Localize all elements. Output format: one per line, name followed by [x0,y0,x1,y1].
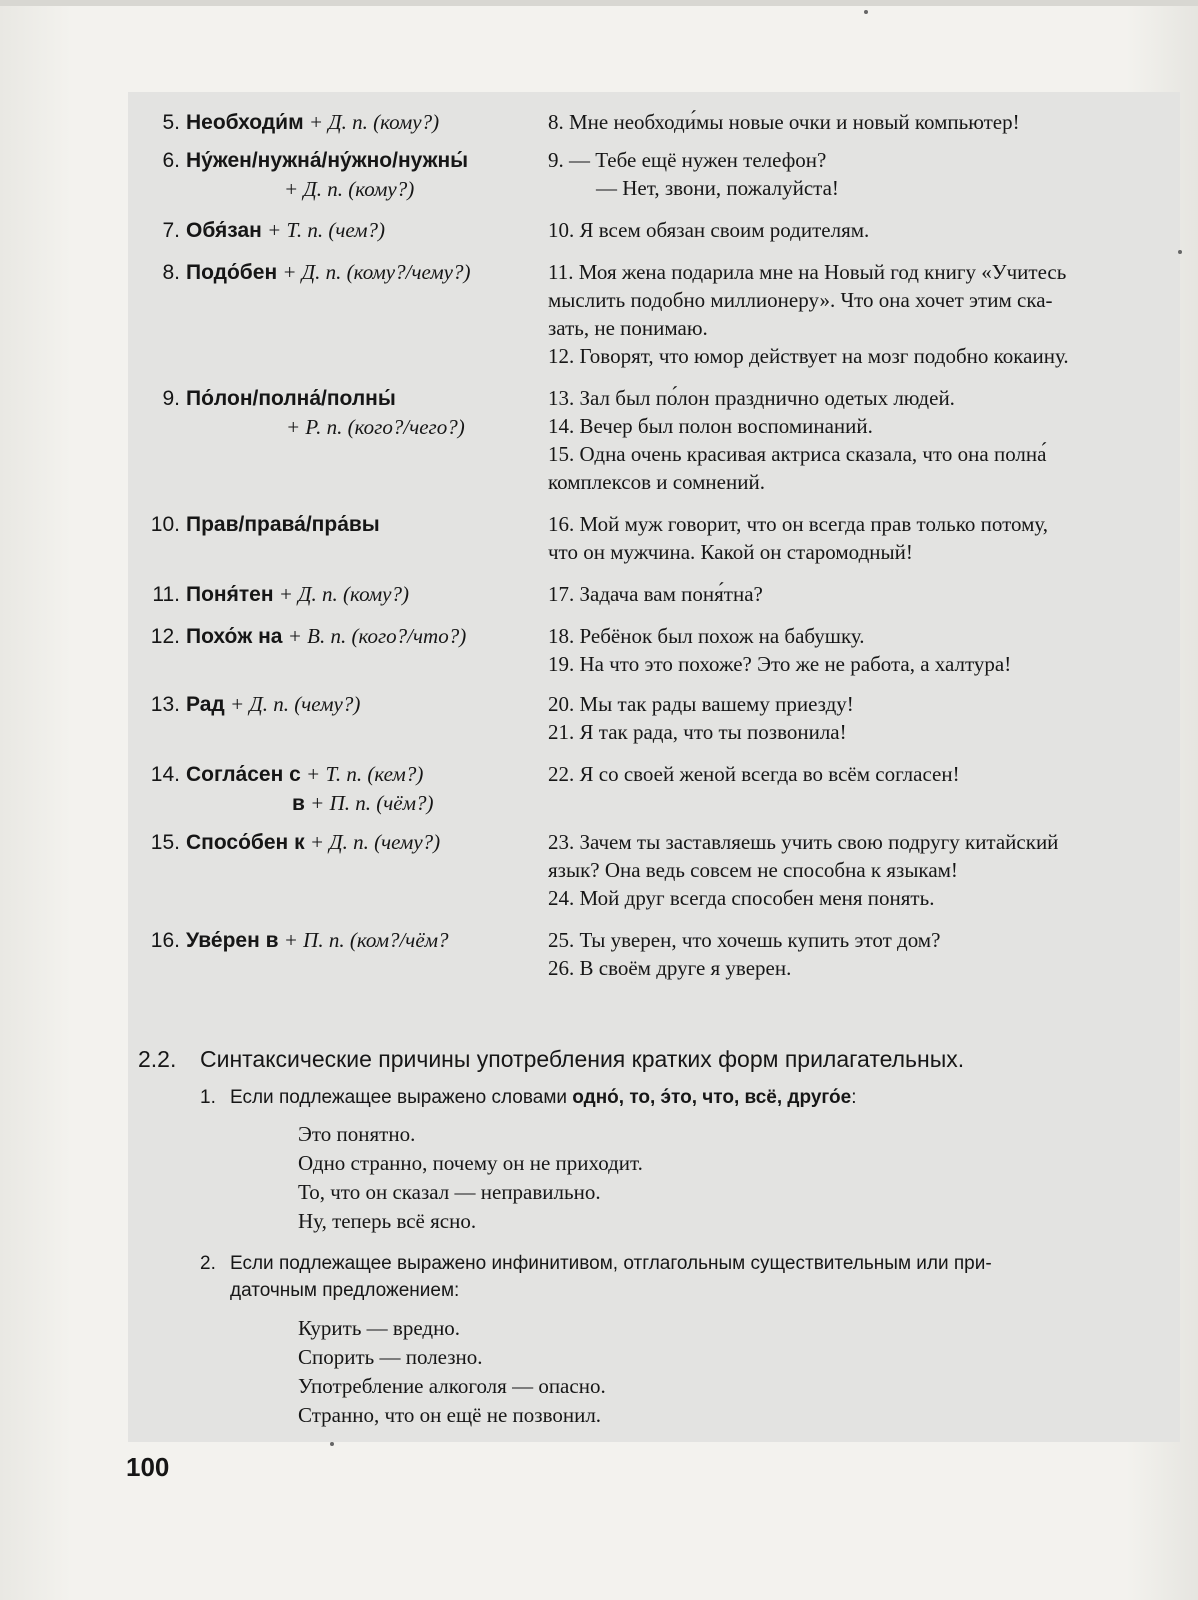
rule-text-end: : [851,1087,857,1108]
entry-number: 15. [150,831,180,854]
entry-word: Подо́бен [186,261,278,284]
entry-examples [548,146,1168,202]
entry-examples [548,258,1168,370]
entry-word: Уве́рен в [186,929,279,952]
entry-examples [548,828,1168,912]
entry-examples [548,622,1168,678]
example-line: зать, не понимаю. [548,316,708,340]
rule-bold-words: одно́, то, э́то, что, всё, друго́е [572,1087,852,1108]
example-line: что он мужчина. Какой он старомодный! [548,540,913,564]
example-line: язык? Она ведь совсем не способна к языкам! [548,858,958,882]
entry-grammar: + В. п. (кого?/что?) [287,624,467,648]
example-line: комплексов и сомнений. [548,470,765,494]
example-line: — Нет, звони, пожалуйста! [596,176,839,200]
rule-2-examples [298,1314,998,1430]
example-line: 9. — Тебе ещё нужен телефон? [548,148,827,172]
entry-grammar: + Д. п. (кому?/чему?) [282,260,471,284]
example-line: 10. Я всем обязан своим родителям. [548,218,870,242]
example-line: 20. Мы так рады вашему приезду! [548,692,854,716]
entry-examples [548,926,1168,982]
example-line: Курить — вредно. [298,1316,461,1340]
entry-word: Поня́тен [186,583,274,606]
entry-number: 9. [162,387,180,410]
section-heading [138,1044,1178,1074]
example-line: 25. Ты уверен, что хочешь купить этот дом? [548,928,941,952]
example-line: 19. На что это похоже? Это же не работа, а халтура! [548,652,1012,676]
entry-head [140,580,540,609]
example-line: мыслить подобно миллионеру». Что она хочет этим ска- [548,288,1053,312]
example-line: Спорить — полезно. [298,1345,483,1369]
entry-head [140,926,540,955]
entry-head [140,828,540,857]
example-line: 22. Я со своей женой всегда во всём согласен! [548,762,960,786]
rule-text-cont: даточным предложением: [230,1280,460,1301]
rule-text: Если подлежащее выражено инфинитивом, отглагольным существительным или при- [230,1253,992,1274]
scan-speck [330,1442,334,1446]
example-line: 17. Задача вам поня́тна? [548,582,763,606]
entry-word: Похо́ж на [186,625,283,648]
entry-number: 7. [162,219,180,242]
entry-number: 5. [162,111,180,134]
example-line: 26. В своём друге я уверен. [548,956,792,980]
example-line: 12. Говорят, что юмор действует на мозг подобно кокаину. [548,344,1069,368]
entry-grammar-2: + П. п. (чём?) [310,791,434,815]
entry-head [140,622,540,651]
example-line: 23. Зачем ты заставляешь учить свою подругу китайский [548,830,1059,854]
rule-1 [200,1084,1170,1111]
example-line: Это понятно. [298,1122,416,1146]
rule-1-examples [298,1120,998,1236]
entry-head [140,108,540,137]
entry-head [140,510,540,539]
rule-number: 1. [200,1087,216,1108]
example-line: 13. Зал был по́лон празднично одетых людей. [548,386,955,410]
example-line: 24. Мой друг всегда способен меня понять. [548,886,935,910]
rule-number: 2. [200,1253,216,1274]
entry-grammar: + Т. п. (чем?) [267,218,386,242]
entry-word-2: в [292,792,305,815]
entry-examples [548,510,1168,566]
entry-word: Обя́зан [186,219,262,242]
example-line: 21. Я так рада, что ты позвонила! [548,720,847,744]
entry-word: Согла́сен с [186,763,301,786]
section-title: Синтаксические причины употребления кратких форм прилагательных. [200,1046,965,1072]
entry-word: Ну́жен/нужна́/ну́жно/нужны́ [186,149,469,172]
entry-examples [548,690,1168,746]
entry-examples [548,216,1168,244]
entry-grammar: + Д. п. (кому?) [308,110,440,134]
entry-head [140,384,540,441]
entry-number: 11. [152,583,180,606]
example-line: Употребление алкоголя — опасно. [298,1374,606,1398]
entry-grammar: + Т. п. (кем?) [306,762,424,786]
entry-number: 8. [162,261,180,284]
entry-grammar: + Д. п. (кому?) [284,177,415,201]
entry-number: 12. [150,625,180,648]
example-line: То, что он сказал — неправильно. [298,1180,601,1204]
entry-head [140,760,540,818]
entry-number: 13. [150,693,180,716]
scan-speck [864,10,868,14]
entry-number: 10. [150,513,180,536]
entry-word: Прав/права́/пра́вы [186,513,380,536]
entry-grammar: + П. п. (ком?/чём? [283,928,449,952]
entry-examples [548,384,1168,496]
example-line: Ну, теперь всё ясно. [298,1209,477,1233]
example-line: Одно странно, почему он не приходит. [298,1151,643,1175]
entry-word: По́лон/полна́/полны́ [186,387,396,410]
scan-speck [1178,250,1182,254]
entry-head [140,690,540,719]
entry-head [140,216,540,245]
entry-number: 6. [162,149,180,172]
entry-head [140,258,540,287]
rule-2 [200,1250,1170,1304]
entry-examples [548,108,1168,136]
entry-grammar: + Д. п. (чему?) [230,692,361,716]
entry-number: 16. [150,929,180,952]
entry-examples [548,760,1168,788]
entry-examples [548,580,1168,608]
entry-number: 14. [150,763,180,786]
entry-word: Необходи́м [186,111,304,134]
example-line: 11. Моя жена подарила мне на Новый год книгу «Учитесь [548,260,1067,284]
example-line: 18. Ребёнок был похож на бабушку. [548,624,865,648]
example-line: 14. Вечер был полон воспоминаний. [548,414,873,438]
entry-grammar: + Р. п. (кого?/чего?) [286,415,465,439]
example-line: 8. Мне необходи́мы новые очки и новый компьютер! [548,110,1020,134]
example-line: 16. Мой муж говорит, что он всегда прав только потому, [548,512,1049,536]
rule-text: Если подлежащее выражено словами [230,1087,573,1108]
example-line: 15. Одна очень красивая актриса сказала, что она полна́ [548,442,1047,466]
section-number: 2.2. [138,1046,177,1072]
entry-head [140,146,540,203]
entry-word: Рад [186,693,225,716]
entry-word: Спосо́бен к [186,831,305,854]
entry-grammar: + Д. п. (кому?) [278,582,409,606]
example-line: Странно, что он ещё не позвонил. [298,1403,602,1427]
page-number: 100 [126,1452,170,1482]
entry-grammar: + Д. п. (чему?) [309,830,441,854]
